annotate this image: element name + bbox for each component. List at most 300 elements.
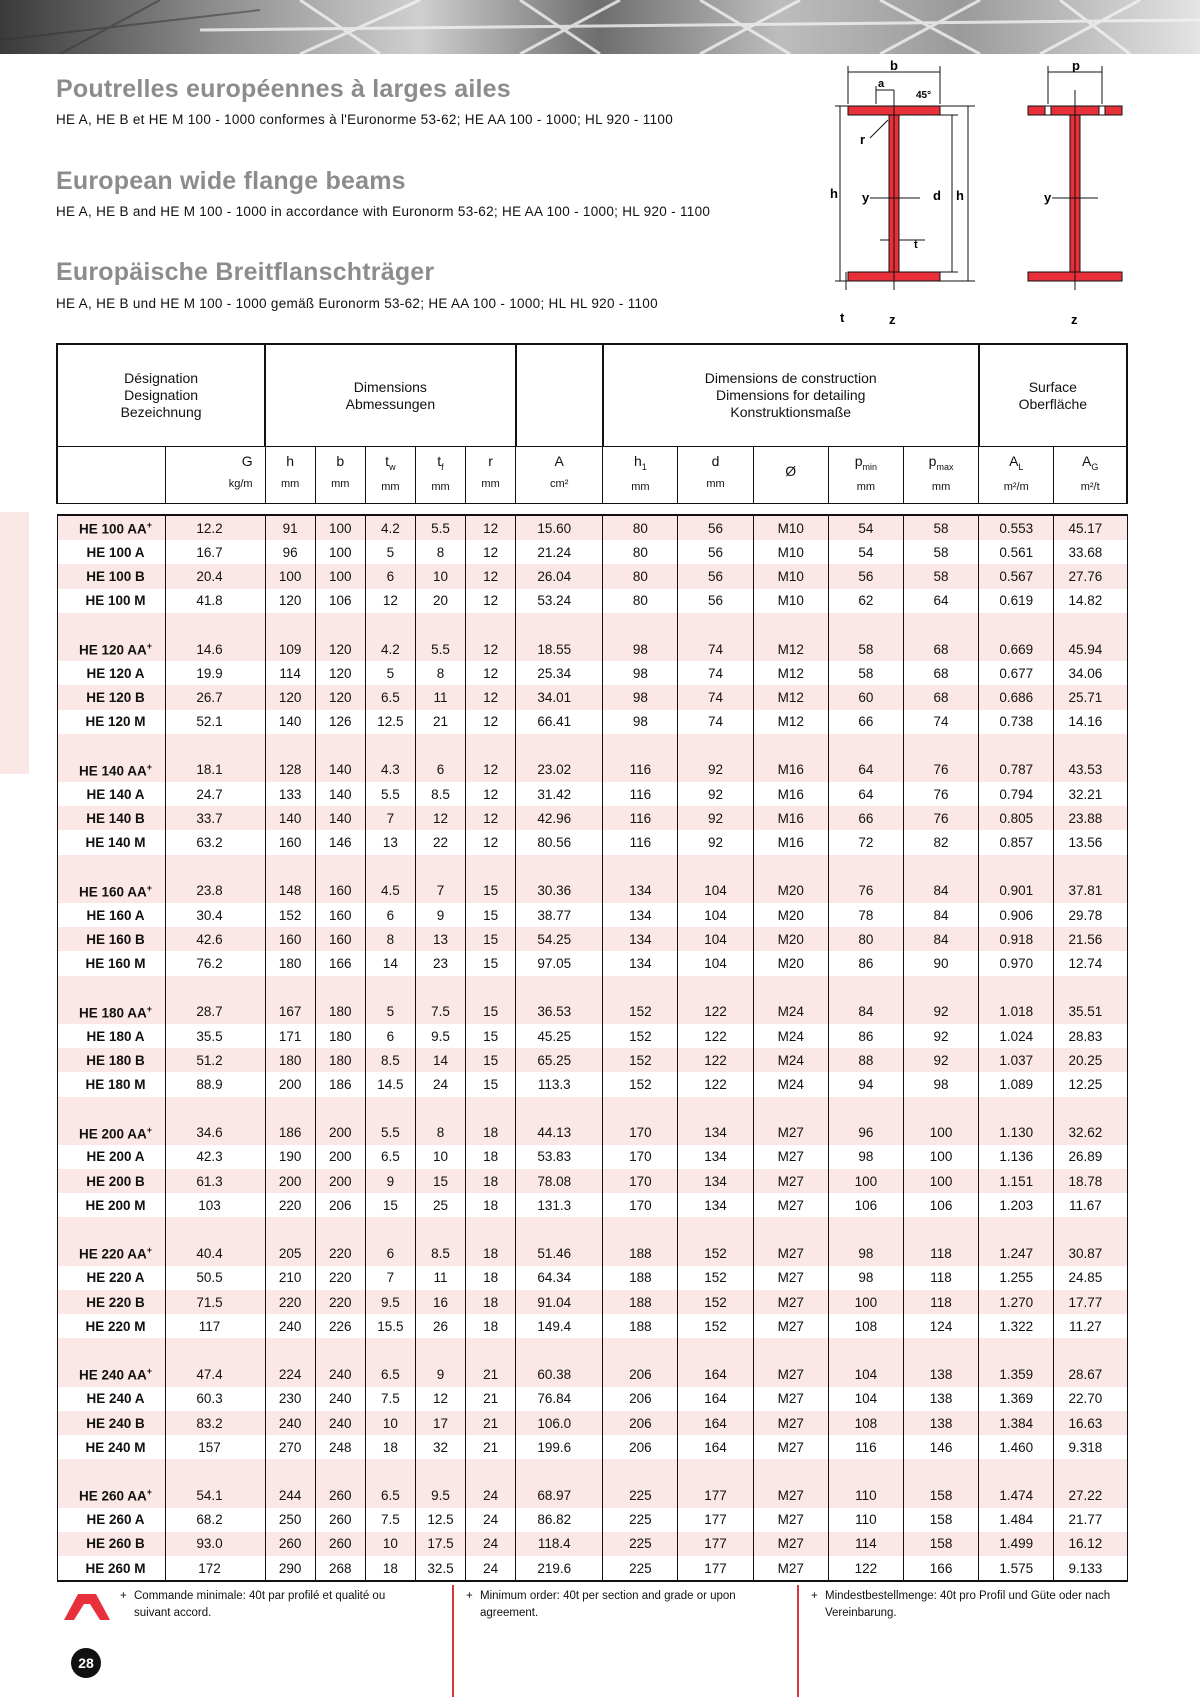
table-cell: 166	[903, 1556, 978, 1581]
designation-cell: HE 100 A	[57, 540, 166, 564]
table-cell: 188	[603, 1242, 678, 1266]
column-header-designation	[57, 447, 166, 504]
svg-text:a: a	[878, 78, 885, 90]
group-spacer-row	[57, 1217, 1127, 1241]
table-cell: 138	[903, 1363, 978, 1387]
table-cell: 116	[603, 830, 678, 854]
table-cell: 64	[828, 758, 903, 782]
svg-text:h: h	[956, 188, 964, 203]
table-cell: 146	[315, 830, 365, 854]
svg-text:z: z	[889, 312, 896, 327]
table-cell: M27	[753, 1145, 828, 1169]
table-cell: 74	[678, 661, 753, 685]
column-header-tf: $t_f$ mm	[415, 447, 465, 504]
table-cell: 106	[315, 589, 365, 613]
table-cell: 0.805	[979, 806, 1054, 830]
title-french: Poutrelles européennes à larges ailes	[56, 75, 511, 103]
table-cell: 164	[678, 1387, 753, 1411]
table-cell: 65.25	[516, 1048, 603, 1072]
table-cell: 21	[466, 1435, 516, 1459]
table-cell: 116	[603, 806, 678, 830]
table-cell: 15	[466, 1024, 516, 1048]
beam-cross-section-diagram	[830, 60, 1130, 335]
table-cell: 104	[678, 903, 753, 927]
table-cell: 12	[466, 661, 516, 685]
table-cell: 61.3	[166, 1169, 265, 1193]
designation-cell: HE 140 AA+	[57, 758, 166, 782]
table-cell: 12	[365, 589, 415, 613]
table-cell: 92	[678, 758, 753, 782]
table-cell: 240	[265, 1314, 315, 1338]
table-cell: 11.67	[1054, 1193, 1127, 1217]
table-cell: 122	[828, 1556, 903, 1581]
designation-cell: HE 260 M	[57, 1556, 166, 1581]
table-row	[57, 637, 1127, 661]
table-cell: 134	[678, 1145, 753, 1169]
table-cell: 28.67	[1054, 1363, 1127, 1387]
table-cell: 220	[315, 1242, 365, 1266]
table-cell: 1.384	[979, 1411, 1054, 1435]
group-spacer-row	[57, 1338, 1127, 1362]
column-header-al: $A_L$ m²/m	[979, 447, 1054, 504]
table-cell: 160	[265, 927, 315, 951]
table-cell: 14.6	[166, 637, 265, 661]
table-cell: 76.84	[516, 1387, 603, 1411]
table-cell: 177	[678, 1556, 753, 1581]
table-cell: 104	[828, 1363, 903, 1387]
table-cell: 74	[678, 637, 753, 661]
column-header-pmax: $p_{max}$ mm	[903, 447, 978, 504]
table-cell: 74	[903, 710, 978, 734]
table-cell: 200	[265, 1072, 315, 1096]
table-cell: 0.906	[979, 903, 1054, 927]
designation-cell: HE 140 M	[57, 830, 166, 854]
table-cell: 1.575	[979, 1556, 1054, 1581]
table-cell: 9	[365, 1169, 415, 1193]
group-spacer-row	[57, 613, 1127, 637]
table-cell: 0.553	[979, 515, 1054, 540]
table-cell: 200	[315, 1121, 365, 1145]
designation-cell: HE 160 AA+	[57, 879, 166, 903]
table-cell: M10	[753, 589, 828, 613]
table-cell: 11	[415, 1266, 465, 1290]
table-cell: 146	[903, 1435, 978, 1459]
table-cell: 140	[315, 782, 365, 806]
table-cell: 74	[678, 710, 753, 734]
table-cell: 23	[415, 951, 465, 975]
designation-cell: HE 220 M	[57, 1314, 166, 1338]
column-header-a: A cm²	[516, 447, 603, 504]
table-cell: 13	[365, 830, 415, 854]
column-header-r: r mm	[466, 447, 516, 504]
table-cell: M27	[753, 1508, 828, 1532]
table-cell: 6.5	[365, 685, 415, 709]
table-cell: 160	[315, 927, 365, 951]
table-cell: 104	[828, 1387, 903, 1411]
table-cell: 126	[315, 710, 365, 734]
table-cell: 8	[415, 661, 465, 685]
table-cell: 68.97	[516, 1484, 603, 1508]
table-cell: 54.25	[516, 927, 603, 951]
table-cell: M16	[753, 806, 828, 830]
table-row	[57, 830, 1127, 854]
table-cell: 188	[603, 1314, 678, 1338]
table-cell: 10	[365, 1411, 415, 1435]
table-cell: 98	[603, 637, 678, 661]
svg-text:t: t	[914, 239, 918, 251]
table-cell: 250	[265, 1508, 315, 1532]
table-cell: 100	[265, 564, 315, 588]
table-cell: 120	[265, 589, 315, 613]
table-cell: 120	[315, 637, 365, 661]
table-cell: 97.05	[516, 951, 603, 975]
table-cell: M27	[753, 1556, 828, 1581]
table-cell: 12	[466, 782, 516, 806]
table-cell: 1.203	[979, 1193, 1054, 1217]
table-cell: 260	[315, 1532, 365, 1556]
column-header-ag: $A_G$ m²/t	[1054, 447, 1127, 504]
designation-cell: HE 180 M	[57, 1072, 166, 1096]
table-cell: 28.83	[1054, 1024, 1127, 1048]
table-cell: 24	[466, 1484, 516, 1508]
table-cell: 92	[903, 1024, 978, 1048]
table-cell: 177	[678, 1532, 753, 1556]
table-row	[57, 1242, 1127, 1266]
column-header-h1: $h_1$ mm	[603, 447, 678, 504]
table-cell: 0.918	[979, 927, 1054, 951]
designation-cell: HE 160 M	[57, 951, 166, 975]
table-cell: M27	[753, 1290, 828, 1314]
table-cell: 92	[903, 1048, 978, 1072]
table-cell: M27	[753, 1363, 828, 1387]
table-cell: 31.42	[516, 782, 603, 806]
table-cell: 36.53	[516, 1000, 603, 1024]
table-cell: 6	[365, 564, 415, 588]
table-cell: M12	[753, 710, 828, 734]
table-cell: 1.018	[979, 1000, 1054, 1024]
column-header-pmin: $p_{min}$ mm	[828, 447, 903, 504]
table-cell: 180	[315, 1024, 365, 1048]
designation-cell: HE 220 A	[57, 1266, 166, 1290]
table-cell: 72	[828, 830, 903, 854]
table-cell: 10	[365, 1532, 415, 1556]
table-cell: 122	[678, 1000, 753, 1024]
table-cell: 32.5	[415, 1556, 465, 1581]
table-cell: 12	[415, 1387, 465, 1411]
table-cell: 42.6	[166, 927, 265, 951]
table-row	[57, 1484, 1127, 1508]
table-cell: 240	[315, 1411, 365, 1435]
table-cell: 152	[678, 1266, 753, 1290]
table-cell: 9.5	[415, 1024, 465, 1048]
table-cell: 94	[828, 1072, 903, 1096]
table-row	[57, 758, 1127, 782]
table-cell: 58	[903, 515, 978, 540]
table-cell: 92	[678, 830, 753, 854]
designation-cell: HE 240 A	[57, 1387, 166, 1411]
table-cell: M27	[753, 1266, 828, 1290]
table-cell: 45.94	[1054, 637, 1127, 661]
table-row	[57, 1508, 1127, 1532]
designation-cell: HE 120 M	[57, 710, 166, 734]
table-cell: 188	[603, 1290, 678, 1314]
table-cell: 220	[315, 1266, 365, 1290]
table-cell: 104	[678, 951, 753, 975]
table-cell: 16	[415, 1290, 465, 1314]
table-cell: 103	[166, 1193, 265, 1217]
table-cell: 34.06	[1054, 661, 1127, 685]
table-cell: 1.499	[979, 1532, 1054, 1556]
table-cell: 12	[466, 515, 516, 540]
table-cell: 20.4	[166, 564, 265, 588]
designation-cell: HE 200 M	[57, 1193, 166, 1217]
table-cell: 58	[903, 564, 978, 588]
table-cell: 200	[315, 1145, 365, 1169]
table-cell: M27	[753, 1532, 828, 1556]
table-cell: 51.2	[166, 1048, 265, 1072]
table-cell: 92	[678, 782, 753, 806]
table-cell: 80	[603, 515, 678, 540]
table-cell: 134	[678, 1193, 753, 1217]
table-cell: M20	[753, 879, 828, 903]
table-cell: 244	[265, 1484, 315, 1508]
svg-text:y: y	[862, 190, 870, 205]
group-spacer-row	[57, 734, 1127, 758]
table-row	[57, 1435, 1127, 1459]
table-cell: M24	[753, 1024, 828, 1048]
table-cell: 45.25	[516, 1024, 603, 1048]
table-cell: 106	[903, 1193, 978, 1217]
table-cell: 11	[415, 685, 465, 709]
table-cell: 122	[678, 1072, 753, 1096]
table-cell: 1.136	[979, 1145, 1054, 1169]
table-cell: 0.970	[979, 951, 1054, 975]
table-cell: 15.60	[516, 515, 603, 540]
table-cell: 84	[903, 903, 978, 927]
table-cell: 0.794	[979, 782, 1054, 806]
table-cell: M27	[753, 1411, 828, 1435]
title-english: European wide flange beams	[56, 167, 406, 195]
table-cell: 45.17	[1054, 515, 1127, 540]
table-cell: 84	[828, 1000, 903, 1024]
table-cell: 1.151	[979, 1169, 1054, 1193]
table-cell: 199.6	[516, 1435, 603, 1459]
table-cell: 12.5	[415, 1508, 465, 1532]
table-cell: 26.89	[1054, 1145, 1127, 1169]
table-cell: 0.857	[979, 830, 1054, 854]
table-cell: 0.567	[979, 564, 1054, 588]
designation-cell: HE 100 B	[57, 564, 166, 588]
table-cell: 30.36	[516, 879, 603, 903]
table-cell: 21.77	[1054, 1508, 1127, 1532]
table-cell: 27.76	[1054, 564, 1127, 588]
table-cell: 35.51	[1054, 1000, 1127, 1024]
table-cell: 17.5	[415, 1532, 465, 1556]
table-cell: 56	[678, 515, 753, 540]
table-cell: 86	[828, 1024, 903, 1048]
table-cell: 23.02	[516, 758, 603, 782]
table-cell: 76	[903, 782, 978, 806]
table-cell: 18	[365, 1435, 415, 1459]
table-cell: 118	[903, 1290, 978, 1314]
table-cell: 290	[265, 1556, 315, 1581]
table-cell: 13.56	[1054, 830, 1127, 854]
table-cell: M27	[753, 1169, 828, 1193]
table-cell: 15	[466, 1072, 516, 1096]
column-header-diameter: Ø	[753, 447, 828, 504]
table-cell: M24	[753, 1000, 828, 1024]
table-cell: 15	[466, 879, 516, 903]
table-cell: 58	[828, 637, 903, 661]
page-number: 28	[71, 1648, 101, 1678]
table-cell: 180	[315, 1048, 365, 1072]
table-cell: 110	[828, 1508, 903, 1532]
table-cell: 152	[678, 1242, 753, 1266]
table-cell: 170	[603, 1145, 678, 1169]
designation-cell: HE 240 AA+	[57, 1363, 166, 1387]
table-cell: 43.53	[1054, 758, 1127, 782]
table-cell: 35.5	[166, 1024, 265, 1048]
table-row	[57, 1145, 1127, 1169]
table-cell: 40.4	[166, 1242, 265, 1266]
designation-cell: HE 140 B	[57, 806, 166, 830]
table-cell: 134	[678, 1169, 753, 1193]
table-cell: 210	[265, 1266, 315, 1290]
table-cell: 12	[466, 564, 516, 588]
table-cell: 18	[365, 1556, 415, 1581]
table-row	[57, 1000, 1127, 1024]
designation-cell: HE 100 AA+	[57, 515, 166, 540]
table-cell: 158	[903, 1484, 978, 1508]
table-cell: 186	[315, 1072, 365, 1096]
table-cell: 17	[415, 1411, 465, 1435]
table-cell: 29.78	[1054, 903, 1127, 927]
table-cell: 1.037	[979, 1048, 1054, 1072]
table-cell: M10	[753, 540, 828, 564]
table-row	[57, 1193, 1127, 1217]
table-cell: 92	[678, 806, 753, 830]
table-cell: 106.0	[516, 1411, 603, 1435]
table-row	[57, 540, 1127, 564]
table-cell: 66	[828, 806, 903, 830]
table-cell: M27	[753, 1242, 828, 1266]
table-cell: 100	[903, 1145, 978, 1169]
table-cell: 26	[415, 1314, 465, 1338]
table-cell: 53.83	[516, 1145, 603, 1169]
table-cell: 21.24	[516, 540, 603, 564]
table-cell: 19.9	[166, 661, 265, 685]
table-cell: 17.77	[1054, 1290, 1127, 1314]
table-cell: 15	[466, 903, 516, 927]
table-cell: 10	[415, 1145, 465, 1169]
table-cell: 1.270	[979, 1290, 1054, 1314]
table-cell: 42.96	[516, 806, 603, 830]
table-cell: 114	[828, 1532, 903, 1556]
table-cell: 56	[678, 564, 753, 588]
table-cell: 25.34	[516, 661, 603, 685]
table-cell: M27	[753, 1314, 828, 1338]
table-row	[57, 1411, 1127, 1435]
table-cell: 12	[466, 710, 516, 734]
table-cell: M20	[753, 927, 828, 951]
table-cell: M20	[753, 903, 828, 927]
table-cell: 88	[828, 1048, 903, 1072]
column-header-tw: $t_w$ mm	[365, 447, 415, 504]
table-row	[57, 1048, 1127, 1072]
table-cell: M16	[753, 782, 828, 806]
table-cell: 114	[265, 661, 315, 685]
table-cell: 22	[415, 830, 465, 854]
table-cell: 98	[828, 1266, 903, 1290]
table-cell: 18	[466, 1145, 516, 1169]
table-cell: 152	[603, 1072, 678, 1096]
table-cell: 1.322	[979, 1314, 1054, 1338]
table-cell: 41.8	[166, 589, 265, 613]
table-row	[57, 903, 1127, 927]
table-row	[57, 564, 1127, 588]
table-cell: 180	[265, 1048, 315, 1072]
subtitle-french: HE A, HE B et HE M 100 - 1000 conformes à l'Euronorme 53-62; HE AA 100 - 1000; HL 920 - 1100	[56, 112, 673, 127]
footnote-divider	[797, 1585, 799, 1697]
table-cell: 22.70	[1054, 1387, 1127, 1411]
table-cell: 24	[415, 1072, 465, 1096]
surface-header: Surface Oberfläche	[979, 344, 1127, 447]
table-cell: 100	[903, 1169, 978, 1193]
table-cell: M12	[753, 637, 828, 661]
svg-text:y: y	[1044, 190, 1052, 205]
table-cell: 16.12	[1054, 1532, 1127, 1556]
table-cell: 54.1	[166, 1484, 265, 1508]
table-cell: 106	[828, 1193, 903, 1217]
footnote-french: + Commande minimale: 40t par profilé et qualité ou suivant accord.	[120, 1590, 386, 1619]
table-cell: 206	[603, 1411, 678, 1435]
table-cell: 1.369	[979, 1387, 1054, 1411]
designation-cell: HE 240 M	[57, 1435, 166, 1459]
table-cell: 1.474	[979, 1484, 1054, 1508]
group-spacer-row	[57, 976, 1127, 1000]
table-cell: 170	[603, 1121, 678, 1145]
table-cell: 116	[603, 758, 678, 782]
svg-text:t: t	[840, 310, 845, 325]
side-color-band	[0, 512, 29, 774]
designation-cell: HE 260 B	[57, 1532, 166, 1556]
title-german: Europäische Breitflanschträger	[56, 258, 435, 286]
designation-cell: HE 200 A	[57, 1145, 166, 1169]
table-cell: 25	[415, 1193, 465, 1217]
table-cell: 124	[903, 1314, 978, 1338]
svg-text:h: h	[830, 186, 838, 201]
table-cell: 7.5	[365, 1387, 415, 1411]
table-cell: 82	[903, 830, 978, 854]
table-cell: 34.01	[516, 685, 603, 709]
table-cell: 64	[828, 782, 903, 806]
table-cell: 0.669	[979, 637, 1054, 661]
table-cell: 152	[603, 1024, 678, 1048]
table-cell: 122	[678, 1024, 753, 1048]
table-cell: 1.484	[979, 1508, 1054, 1532]
table-cell: 15	[466, 1048, 516, 1072]
construction-header: Dimensions de construction Dimensions for detailing Konstruktionsmaße	[603, 344, 979, 447]
table-row	[57, 1532, 1127, 1556]
table-cell: 9.133	[1054, 1556, 1127, 1581]
table-cell: 109	[265, 637, 315, 661]
table-cell: 64	[903, 589, 978, 613]
table-cell: 28.7	[166, 1000, 265, 1024]
table-row	[57, 661, 1127, 685]
table-cell: 91	[265, 515, 315, 540]
table-cell: M24	[753, 1048, 828, 1072]
table-cell: 190	[265, 1145, 315, 1169]
